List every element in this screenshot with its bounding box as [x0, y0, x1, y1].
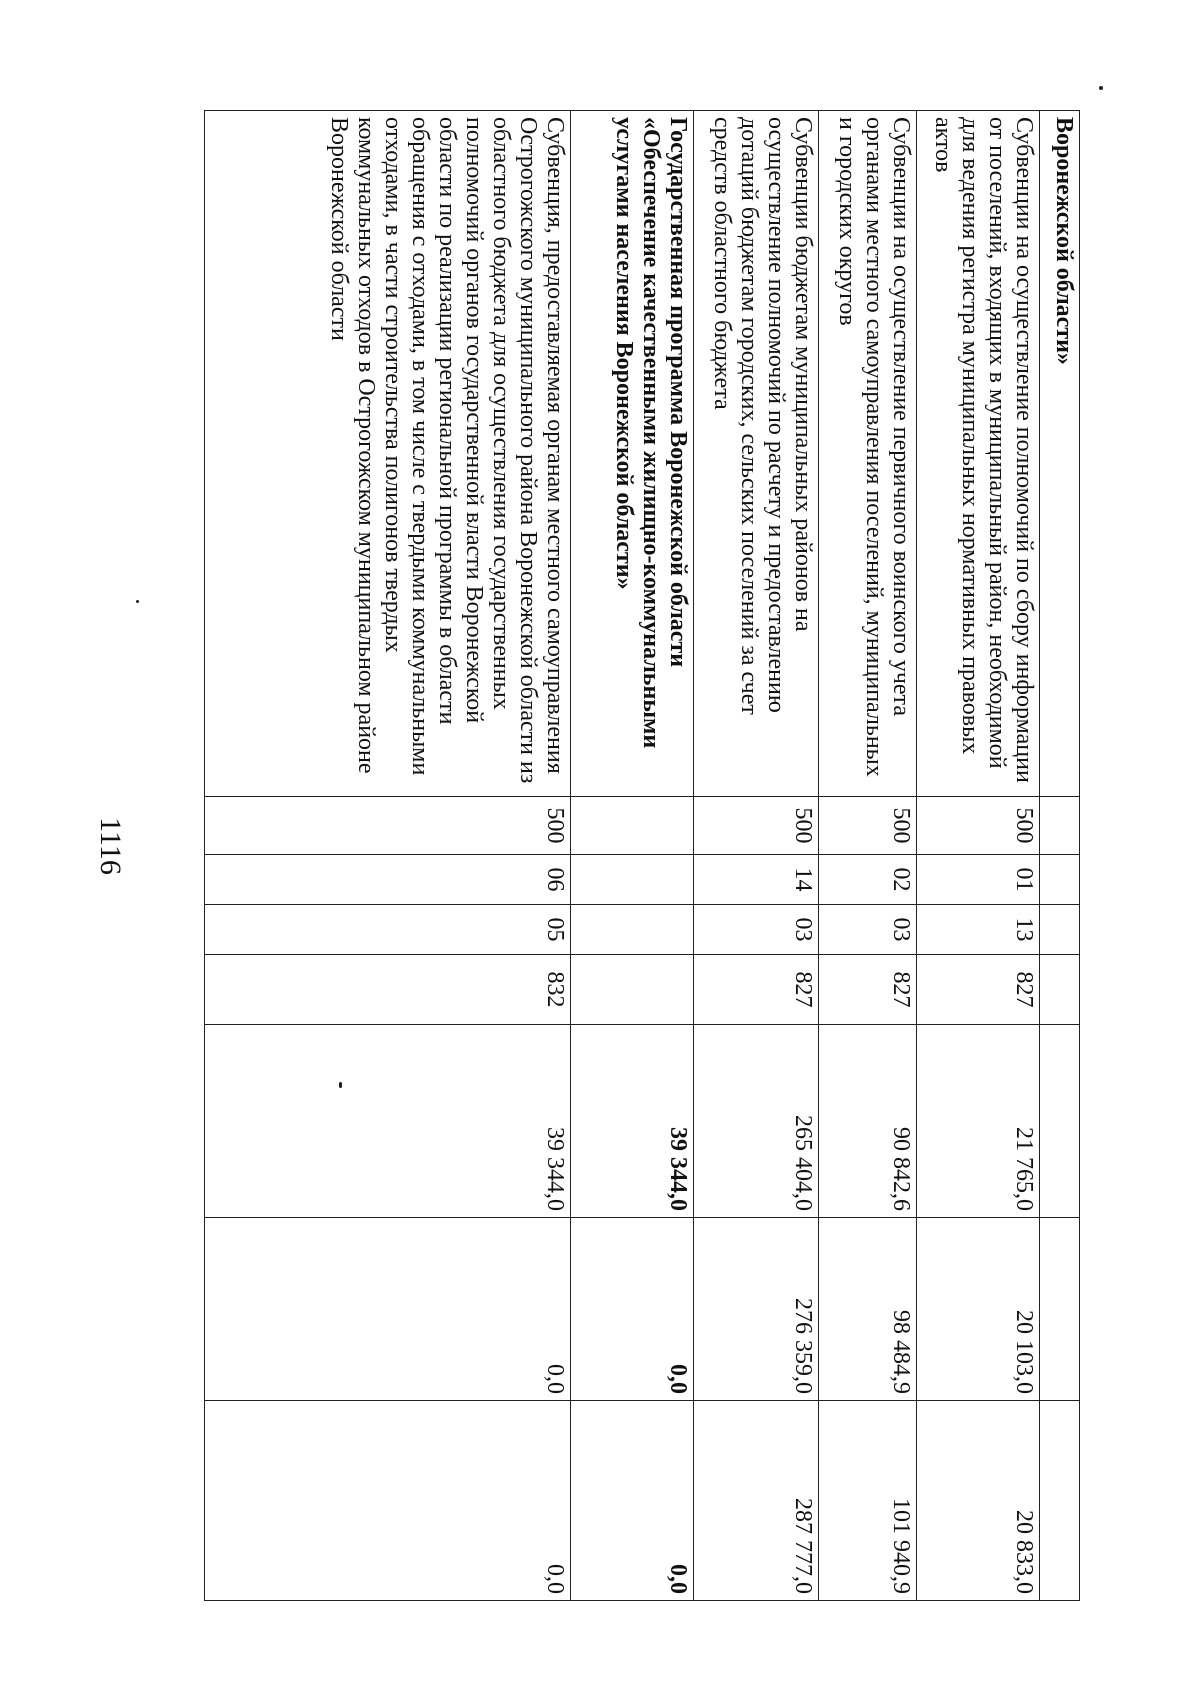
- cell-code: 832: [205, 955, 571, 1025]
- cell-code: [571, 955, 694, 1025]
- cell-value-2: 0,0: [571, 1218, 694, 1401]
- row-description: Субвенции на осуществление первичного воинского учета органами местного самоуправления поселений, муниципальных и городских округов: [819, 111, 917, 797]
- table-row: [819, 111, 917, 1601]
- cell-value-2: 0,0: [205, 1218, 571, 1401]
- cell-ministry: 500: [205, 797, 571, 855]
- cell-ministry: 500: [694, 797, 819, 855]
- row-description: Субвенции бюджетам муниципальных районов на осуществление полномочий по расчету и предоставлению дотаций бюджетам городских, сельских поселений за счет средств областного бюджета: [694, 111, 819, 797]
- table-row: [205, 111, 571, 1601]
- cell-subsection: 03: [819, 905, 917, 955]
- cell-ministry: 500: [819, 797, 917, 855]
- cell-value-1: 265 404,0: [694, 1025, 819, 1218]
- rotated-budget-sheet: [205, 110, 1080, 1600]
- cell-subsection: 13: [917, 905, 1040, 955]
- cell-subsection: [1040, 905, 1080, 955]
- cell-value-2: 276 359,0: [694, 1218, 819, 1401]
- cell-value-1: [1040, 1025, 1080, 1218]
- cell-value-3: 20 833,0: [917, 1401, 1040, 1601]
- cell-value-1: 21 765,0: [917, 1025, 1040, 1218]
- cell-value-1: 39 344,0: [205, 1025, 571, 1218]
- row-description: Воронежской области»: [1040, 111, 1080, 797]
- cell-section: 02: [819, 855, 917, 905]
- cell-value-3: 0,0: [571, 1401, 694, 1601]
- scan-speck: [1099, 86, 1103, 90]
- cell-ministry: [571, 797, 694, 855]
- cell-subsection: [571, 905, 694, 955]
- cell-value-3: 287 777,0: [694, 1401, 819, 1601]
- table-row: [694, 111, 819, 1601]
- cell-section: 06: [205, 855, 571, 905]
- cell-section: 14: [694, 855, 819, 905]
- table-body: [205, 111, 1080, 1601]
- table-row: [917, 111, 1040, 1601]
- cell-ministry: 500: [917, 797, 1040, 855]
- table-row: [1040, 111, 1080, 1601]
- cell-section: 01: [917, 855, 1040, 905]
- cell-value-2: 98 484,9: [819, 1218, 917, 1401]
- row-description: Государственная программа Воронежской области «Обеспечение качественными жилищно-коммунальными услугами населения Воронежской области»: [571, 111, 694, 797]
- cell-code: [1040, 955, 1080, 1025]
- cell-value-3: 101 940,9: [819, 1401, 917, 1601]
- cell-subsection: 03: [694, 905, 819, 955]
- cell-section: [571, 855, 694, 905]
- cell-value-3: [1040, 1401, 1080, 1601]
- cell-subsection: 05: [205, 905, 571, 955]
- cell-value-1: 39 344,0: [571, 1025, 694, 1218]
- row-description: Субвенция, предоставляемая органам местного самоуправления Острогожского муниципального района Воронежской области из областного бюджета для осуществления государственных полномочий органов государственной власти Воронежской области по реализации региональной программы в области обращения с отходами, в том числе с твердыми коммунальными отходами, в части строительства полигонов твердых коммунальных отходов в Острогожском муниципальном районе Воронежской области: [205, 111, 571, 797]
- cell-value-3: 0,0: [205, 1401, 571, 1601]
- cell-code: 827: [917, 955, 1040, 1025]
- cell-code: 827: [819, 955, 917, 1025]
- cell-value-1: 90 842,6: [819, 1025, 917, 1218]
- budget-table: [204, 110, 1080, 1601]
- cell-section: [1040, 855, 1080, 905]
- cell-code: 827: [694, 955, 819, 1025]
- scan-speck: [136, 600, 139, 603]
- cell-value-2: [1040, 1218, 1080, 1401]
- row-description: Субвенции на осуществление полномочий по сбору информации от поселений, входящих в муниципальный район, необходимой для ведения регистра муниципальных нормативных правовых актов: [917, 111, 1040, 797]
- cell-value-2: 20 103,0: [917, 1218, 1040, 1401]
- page-number: 1116: [94, 817, 127, 875]
- cell-ministry: [1040, 797, 1080, 855]
- table-row: [571, 111, 694, 1601]
